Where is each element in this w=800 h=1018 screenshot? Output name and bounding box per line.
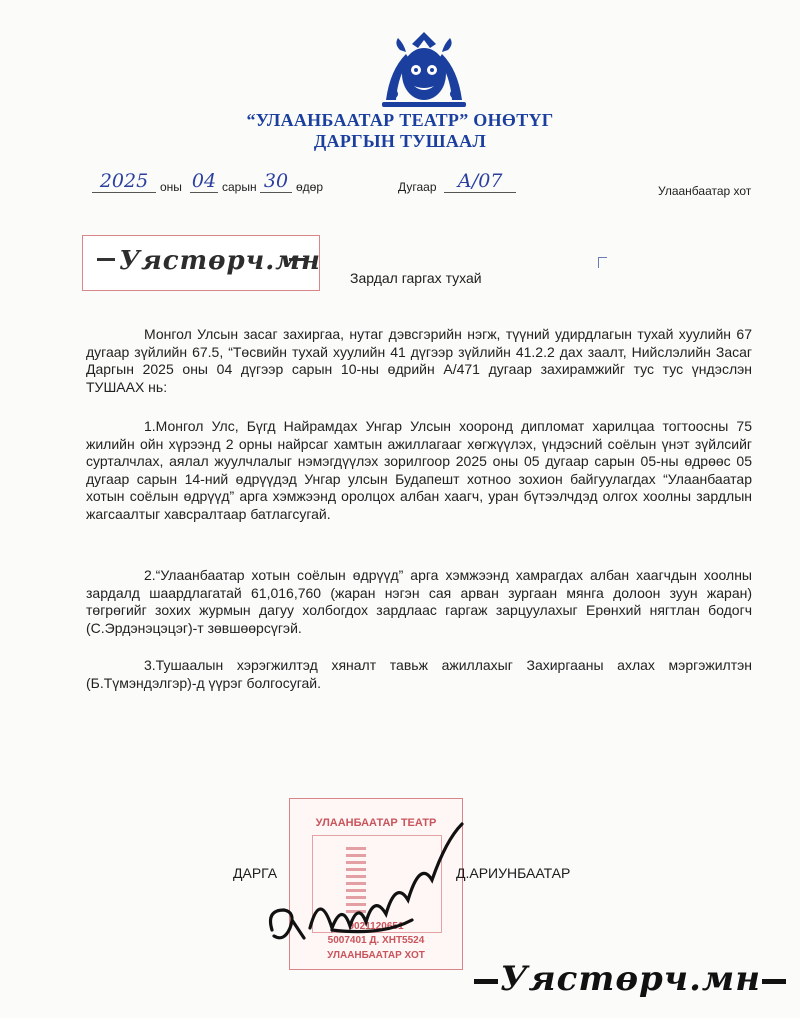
theatre-emblem-icon bbox=[376, 30, 472, 114]
signatory-name: Д.АРИУНБААТАР bbox=[456, 865, 571, 881]
watermark-text-bottom: Уястөрч.мн bbox=[500, 959, 762, 999]
intro-paragraph bbox=[86, 326, 752, 396]
seal-id-1: 9021120651 bbox=[348, 921, 404, 932]
signatory-title: ДАРГА bbox=[233, 865, 278, 881]
clause-2 bbox=[86, 567, 752, 637]
number-label: Дугаар bbox=[398, 180, 437, 194]
city-label: Улаанбаатар хот bbox=[658, 184, 752, 198]
organization-name: “УЛААНБААТАР ТЕАТР” ОНӨТҮГ bbox=[246, 110, 554, 130]
handwritten-signature bbox=[262, 810, 482, 960]
intro-text: Монгол Улсын засаг захиргаа, нутаг дэвсгэрийн нэгж, түүний удирдлагын тухай хуулийн 67 дугаар зүйлийн 67.5, “Төсвийн тухай хуулийн 41 дүгээр зүйлийн 41.2.2 дах заалт, Нийслэлийн Засаг Даргын 2025 оны 04 дүгээр сарын 10-ны өдрийн А/471 дугаар захирамжийг тус тус үндэслэн ТУШААХ нь: bbox=[86, 326, 752, 395]
watermark-text-top: Уястөрч.мн bbox=[119, 246, 321, 276]
watermark-logo bbox=[82, 235, 320, 291]
clause-1-text: 1.Монгол Улс, Бүгд Найрамдах Унгар Улсын хооронд дипломат харилцаа тогтоосны 75 жилийн ойн хүрээнд 2 орны найрсаг хамтын ажиллагааг хөгжүүлэх, үндэсний соёлын үнэт зүйлсийг сурталчлах, аялал жуулчлалыг нэмэгдүүлэх зорилгоор 2025 оны 05 дугаар сарын 05-ны өдрөөс 05 дугаар сарын 14-ний өдрүүдэд Унгар улсын Будапешт хотноо зохион байгуулагдах “Улаанбаатар хотын соёлын өдрүүд” арга хэмжээнд оролцох албан хаагч, уран бүтээлчдэд олгох хоолны зардлын жагсаалтыг хавсралтаар батлагсугай. bbox=[86, 418, 752, 522]
watermark-logo-bottom bbox=[470, 955, 790, 1015]
date-line bbox=[92, 170, 782, 198]
clause-3-text: 3.Тушаалын хэрэгжилтэд хяналт тавьж ажиллахыг Захиргааны ахлах мэргэжилтэн (Б.Түмэндэлгэр)-д үүрэг болгосугай. bbox=[86, 657, 752, 691]
date-year: 2025 bbox=[99, 170, 149, 192]
day-suffix: өдөр bbox=[296, 180, 324, 194]
clause-1 bbox=[86, 418, 752, 523]
document-title: ДАРГЫН ТУШААЛ bbox=[313, 131, 487, 151]
seal-bottom-text: УЛААНБААТАР ХОТ bbox=[327, 950, 425, 961]
corner-mark bbox=[598, 257, 607, 268]
date-month: 04 bbox=[191, 170, 217, 192]
date-day: 30 bbox=[263, 170, 289, 192]
seal-id-2: 5007401 Д. ХНТ5524 bbox=[327, 935, 425, 946]
document-subject: Зардал гаргах тухай bbox=[350, 270, 482, 286]
clause-3 bbox=[86, 657, 752, 692]
year-suffix: оны bbox=[160, 180, 182, 194]
clause-2-text: 2.“Улаанбаатар хотын соёлын өдрүүд” арга хэмжээнд хамрагдах албан хаагчдын хоолны зардалд шаардлагатай 61,016,760 (жаран нэгэн сая арван зургаан мянга долоон зуун жаран) төгрөгийг зохих журмын дагуу холбогдох зардлаас гаргаж зарцуулахыг Ерөнхий нягтлан бодогч (С.Эрдэнэцэцэг)-т зөвшөөрсүгэй. bbox=[86, 567, 752, 636]
month-suffix: сарын bbox=[222, 180, 257, 194]
document-number: А/07 bbox=[457, 170, 503, 192]
seal-top-text: УЛААНБААТАР ТЕАТР bbox=[315, 817, 437, 829]
